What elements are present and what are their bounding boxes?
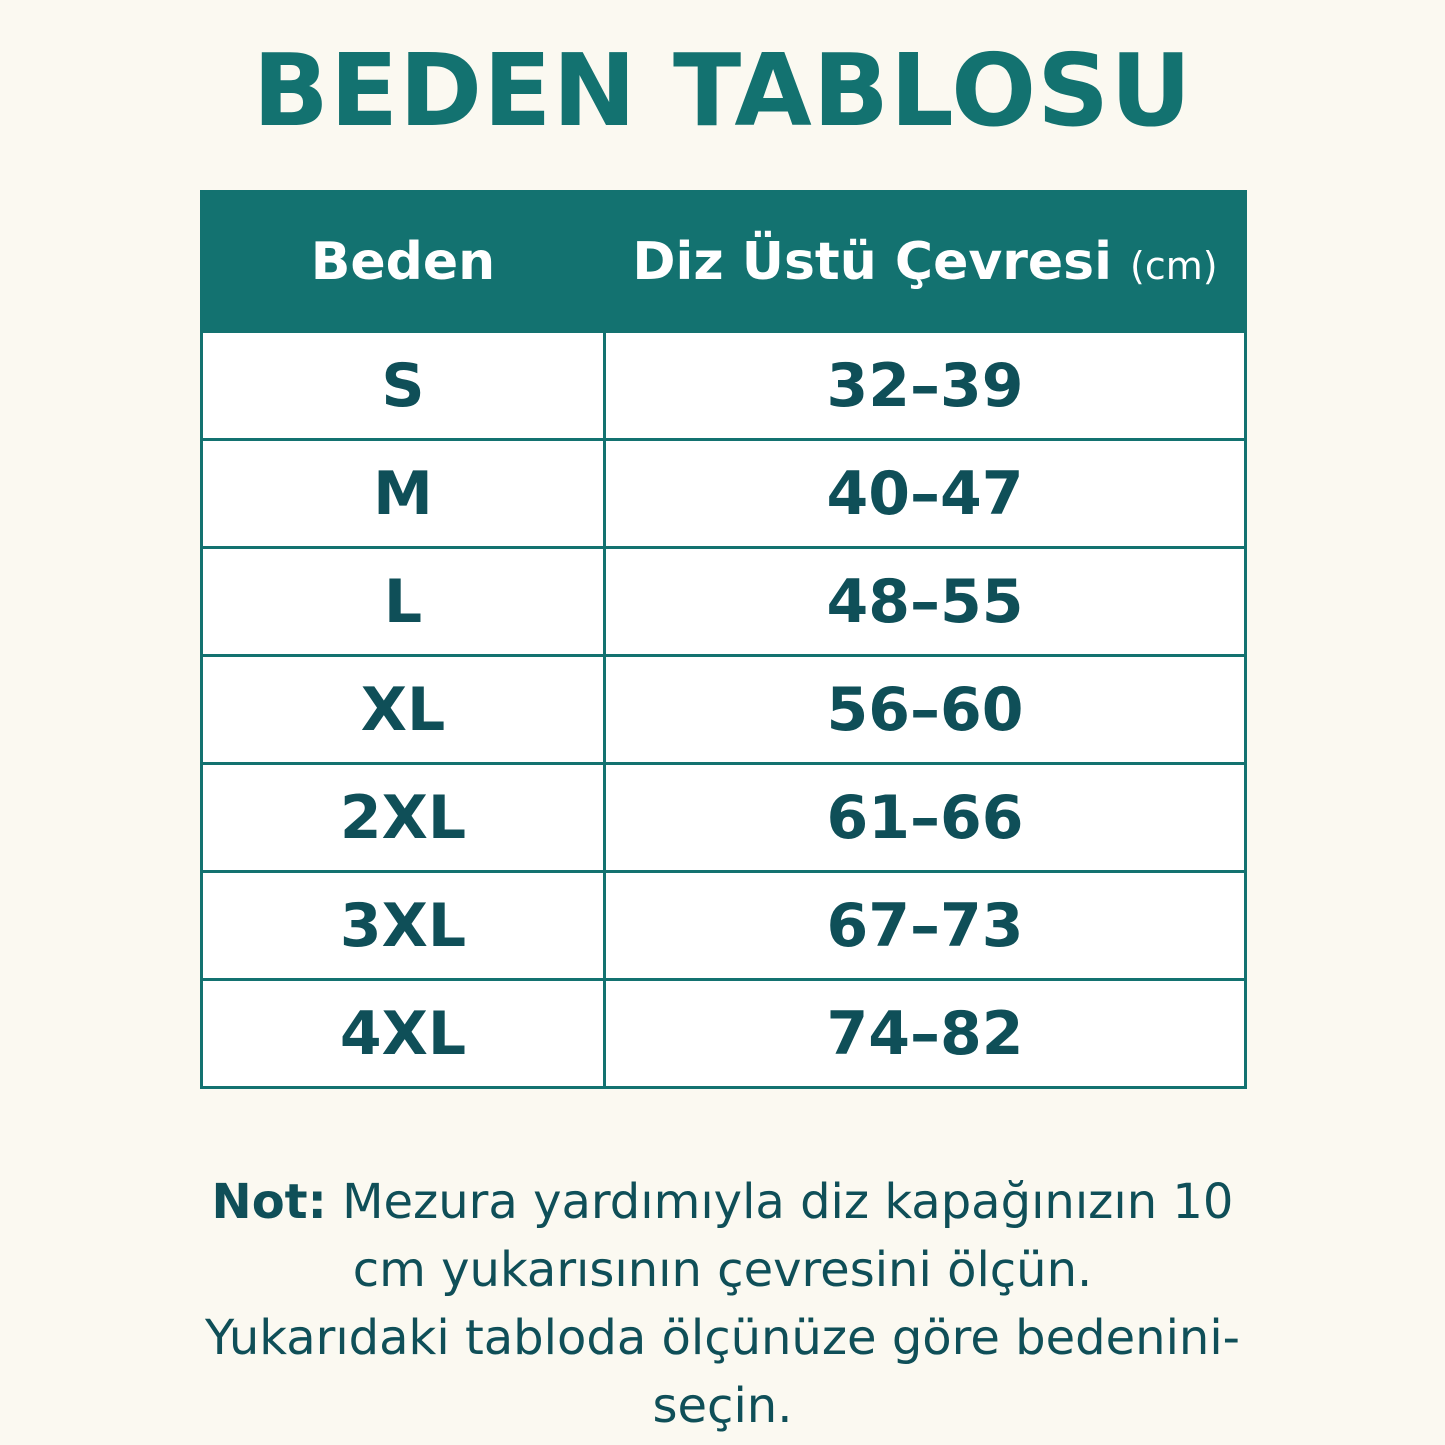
- size-cell: 3XL: [202, 872, 605, 980]
- note-line-1: [140, 1168, 1305, 1236]
- range-cell: 74–82: [605, 980, 1246, 1088]
- note-text-1: Mezura yardımıyla diz kapağınızın 10: [342, 1174, 1234, 1230]
- note-line-2: cm yukarısının çevresini ölçün.: [352, 1242, 1093, 1298]
- range-cell: 61–66: [605, 764, 1246, 872]
- header-measure-label: Diz Üstü Çevresi: [632, 231, 1112, 292]
- header-unit: (cm): [1130, 243, 1218, 288]
- table-row: [202, 332, 1246, 440]
- size-cell: 2XL: [202, 764, 605, 872]
- range-cell: 32–39: [605, 332, 1246, 440]
- range-cell: 48–55: [605, 548, 1246, 656]
- range-cell: 40–47: [605, 440, 1246, 548]
- size-table: [200, 190, 1247, 1089]
- measurement-note: [140, 1168, 1305, 1440]
- header-measure: [605, 192, 1246, 332]
- header-size: [202, 192, 605, 332]
- size-cell: S: [202, 332, 605, 440]
- table-row: [202, 656, 1246, 764]
- page-title: BEDEN TABLOSU: [252, 32, 1193, 149]
- header-size-label: Beden: [310, 231, 496, 292]
- note-line-3: Yukarıdaki tabloda ölçünüze göre bedenini-: [205, 1310, 1240, 1366]
- size-cell: 4XL: [202, 980, 605, 1088]
- table-row: [202, 548, 1246, 656]
- table-row: [202, 764, 1246, 872]
- table-row: [202, 440, 1246, 548]
- size-cell: L: [202, 548, 605, 656]
- table-row: [202, 872, 1246, 980]
- table-row: [202, 980, 1246, 1088]
- note-label: Not:: [211, 1174, 327, 1230]
- range-cell: 67–73: [605, 872, 1246, 980]
- range-cell: 56–60: [605, 656, 1246, 764]
- size-cell: XL: [202, 656, 605, 764]
- table-header-row: [202, 192, 1246, 332]
- size-cell: M: [202, 440, 605, 548]
- note-line-4: seçin.: [652, 1378, 793, 1434]
